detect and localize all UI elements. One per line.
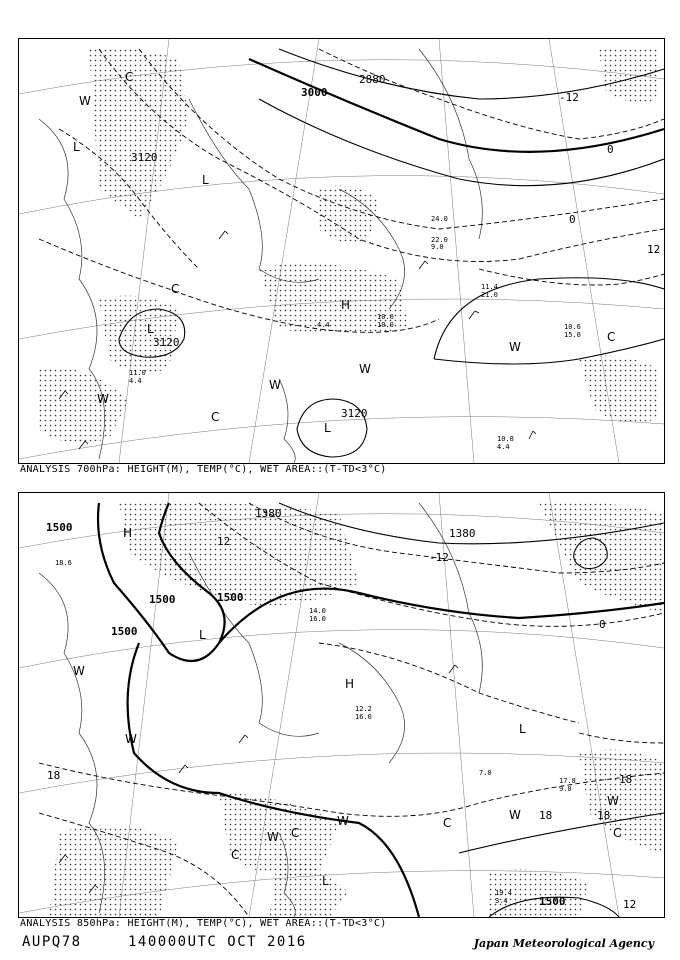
high-center: H xyxy=(123,526,133,540)
low-center: L xyxy=(519,722,526,736)
wind-barb xyxy=(529,431,536,439)
wet-area xyxy=(99,296,179,373)
height-label: 1500 xyxy=(217,591,244,604)
isotherm-label: 18 xyxy=(619,773,633,786)
cold-mark: C xyxy=(613,826,622,840)
isotherm-label: 18 xyxy=(539,809,553,822)
low-center: L xyxy=(324,421,331,435)
valid-time: 140000UTC OCT 2016 xyxy=(128,934,307,950)
warm-mark: W xyxy=(267,830,279,844)
warm-mark: W xyxy=(73,664,85,678)
height-label: 1380 xyxy=(449,527,476,540)
isotherm-label: 12 xyxy=(647,243,661,256)
map-850hpa xyxy=(19,493,664,917)
height-label: 1500 xyxy=(149,593,176,606)
station-value: 24.0 xyxy=(431,215,448,223)
warm-mark: W xyxy=(125,732,137,746)
wet-area xyxy=(539,502,664,613)
station-value: 22.0 xyxy=(431,236,448,244)
warm-mark: W xyxy=(79,94,91,108)
cold-mark: C xyxy=(125,70,134,84)
height-label: 1500 xyxy=(46,521,73,534)
map-700hpa xyxy=(19,39,664,463)
low-center: L xyxy=(147,322,154,336)
wind-barb xyxy=(419,261,428,269)
chart-code: AUPQ78 xyxy=(22,934,82,950)
wet-area xyxy=(599,49,659,102)
isotherm xyxy=(579,733,664,743)
isotherm xyxy=(139,49,664,229)
map-panel-700hpa xyxy=(18,38,665,464)
wind-barb xyxy=(219,231,228,239)
station-value: 3.4 xyxy=(495,897,508,905)
height-contour-1500 xyxy=(128,643,419,917)
height-label: 3120 xyxy=(341,407,368,420)
warm-mark: W xyxy=(509,340,521,354)
station-value: 7.0 xyxy=(479,769,492,777)
warm-mark: W xyxy=(97,392,109,406)
station-value: 21.0 xyxy=(481,291,498,299)
station-value: 4.4 xyxy=(129,377,142,385)
height-label: 1500 xyxy=(539,895,566,908)
low-center: L xyxy=(322,874,329,888)
warm-mark: W xyxy=(337,814,349,828)
wind-barb xyxy=(239,735,248,743)
isotherm-label: 12 xyxy=(623,898,637,911)
station-value: 16.0 xyxy=(309,615,326,623)
agency-name: Japan Meteorological Agency xyxy=(473,937,654,950)
warm-mark: W xyxy=(607,794,619,808)
station-value: 10.6 xyxy=(564,323,581,331)
isotherm-label: -12 xyxy=(559,91,579,104)
isotherm-label: -12 xyxy=(429,551,449,564)
coastline xyxy=(419,49,482,239)
station-value: 11.4 xyxy=(481,283,498,291)
station-value: 18.6 xyxy=(55,559,72,567)
station-value: 10.0 xyxy=(377,321,394,329)
isotherm-label: 0 xyxy=(607,143,614,156)
station-value: 9.0 xyxy=(431,243,444,251)
wind-barb xyxy=(469,311,479,319)
height-label: 3000 xyxy=(301,86,328,99)
warm-mark: W xyxy=(509,808,521,822)
height-label: 2880 xyxy=(359,73,386,86)
wet-area xyxy=(579,750,664,853)
cold-mark: C xyxy=(607,330,616,344)
height-label: 3120 xyxy=(153,336,180,349)
height-contour xyxy=(259,99,664,186)
wind-barb xyxy=(179,765,188,773)
coastline xyxy=(189,99,319,282)
station-value: 14.0 xyxy=(309,607,326,615)
low-center: L xyxy=(73,140,80,154)
wet-area xyxy=(39,367,129,442)
height-label: 3120 xyxy=(131,151,158,164)
caption-700hpa: ANALYSIS 700hPa: HEIGHT(M), TEMP(°C), WET AREA::(T-TD<3°C) xyxy=(20,464,387,475)
low-center: L xyxy=(202,173,209,187)
coastline xyxy=(279,379,295,463)
station-value: 4.4 xyxy=(497,443,510,451)
lon-line xyxy=(439,39,474,463)
station-value: 4.4 xyxy=(317,321,330,329)
high-center: H xyxy=(341,298,351,312)
cold-mark: C xyxy=(211,410,220,424)
station-value: 9.0 xyxy=(559,785,572,793)
height-label: 1380 xyxy=(255,507,282,520)
station-value: 10.0 xyxy=(377,313,394,321)
wet-area xyxy=(119,502,359,606)
low-center: L xyxy=(199,628,206,642)
warm-mark: W xyxy=(359,362,371,376)
coastline xyxy=(339,643,405,763)
warm-mark: W xyxy=(269,378,281,392)
isotherm-label: 12 xyxy=(217,535,231,548)
height-contour-3120 xyxy=(434,278,664,364)
isotherm-label: 18 xyxy=(597,809,611,822)
map-panel-850hpa xyxy=(18,492,665,918)
station-value: 11.0 xyxy=(129,369,146,377)
station-value: 19.4 xyxy=(495,889,512,897)
isotherm-label: 0 xyxy=(599,618,606,631)
cold-mark: C xyxy=(171,282,180,296)
station-value: 12.2 xyxy=(355,705,372,713)
station-value: 17.8 xyxy=(559,777,576,785)
wet-area xyxy=(49,825,179,917)
wet-area xyxy=(579,356,659,423)
cold-mark: C xyxy=(231,848,240,862)
high-center: H xyxy=(345,677,355,691)
station-value: 16.0 xyxy=(355,713,372,721)
height-label: 1500 xyxy=(111,625,138,638)
isotherm-label: 0 xyxy=(569,213,576,226)
caption-850hpa: ANALYSIS 850hPa: HEIGHT(M), TEMP(°C), WET AREA::(T-TD<3°C) xyxy=(20,918,387,929)
cold-mark: C xyxy=(443,816,452,830)
station-value: 15.0 xyxy=(564,331,581,339)
isotherm-label: 18 xyxy=(47,769,61,782)
station-value: 10.8 xyxy=(497,435,514,443)
cold-mark: C xyxy=(291,826,300,840)
lon-line xyxy=(249,39,319,463)
